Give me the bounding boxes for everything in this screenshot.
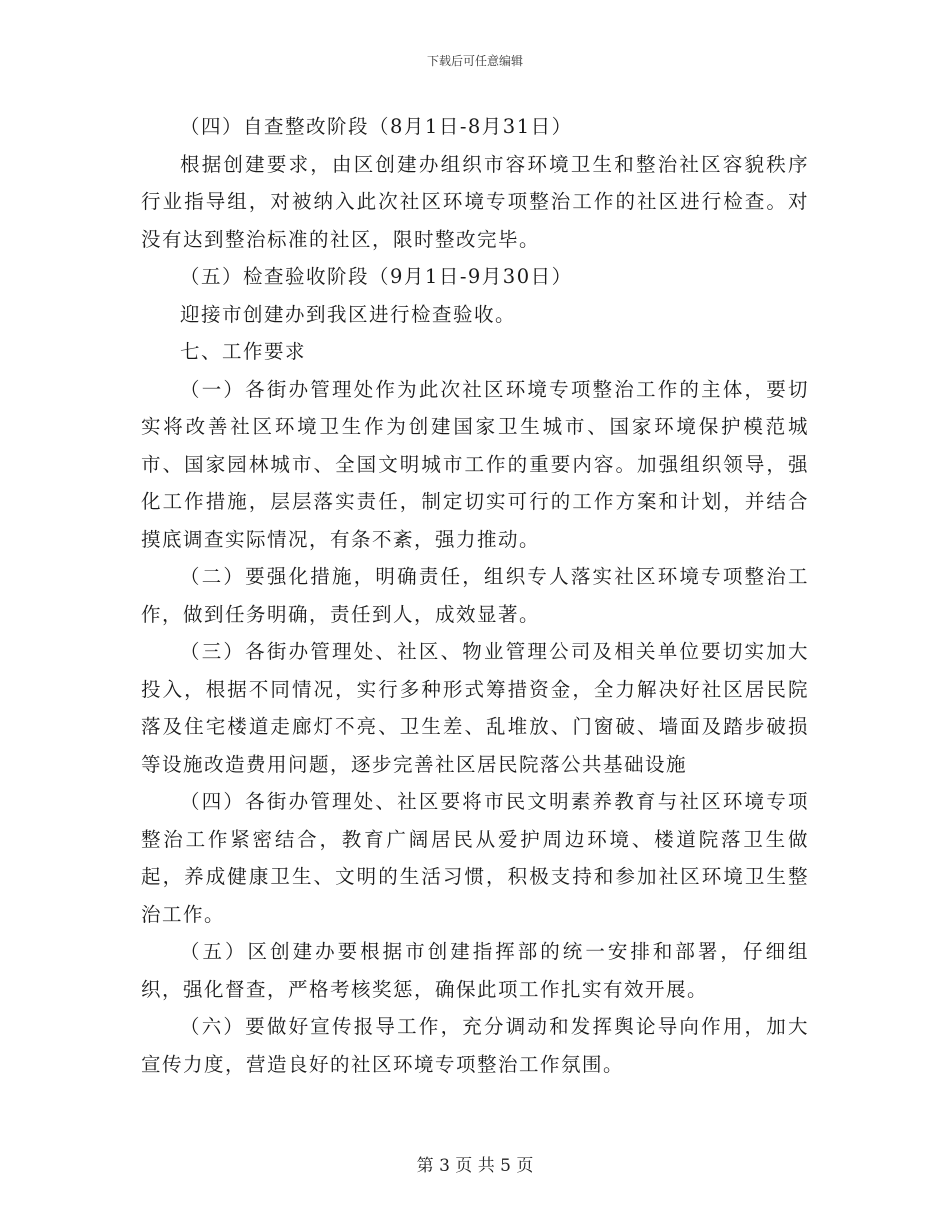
section-heading-work-requirements: 七、工作要求 [180,340,307,363]
paragraph: （四）各街办管理处、社区要将市民文明素养教育与社区环境专项整治工作紧密结合，教育广阔居民从爱护周边环境、楼道院落卫生做起，养成健康卫生、文明的生活习惯，积极支持和参加社区环境卫生整治工作。 [141,790,809,926]
paragraph: （五）区创建办要根据市创建指挥部的统一安排和部署，仔细组织，强化督查，严格考核奖惩，确保此项工作扎实有效开展。 [141,940,809,1001]
paragraph: 迎接市创建办到我区进行检查验收。 [180,302,517,326]
document-body [141,108,809,1083]
paragraph: （三）各街办管理处、社区、物业管理公司及相关单位要切实加大投入，根据不同情况，实行多种形式筹措资金，全力解决好社区居民院落及住宅楼道走廊灯不亮、卫生差、乱堆放、门窗破、墙面及踏步破损等设施改造费用问题，逐步完善社区居民院落公共基础设施 [141,640,809,776]
paragraph: （六）要做好宣传报导工作，充分调动和发挥舆论导向作用，加大宣传力度，营造良好的社区环境专项整治工作氛围。 [141,1015,809,1076]
section-heading-inspection: （五）检查验收阶段（9月1日-9月30日） [180,265,573,288]
paragraph: （一）各街办管理处作为此次社区环境专项整治工作的主体，要切实将改善社区环境卫生作为创建国家卫生城市、国家环境保护模范城市、国家园林城市、全国文明城市工作的重要内容。加强组织领导，强化工作措施，层层落实责任，制定切实可行的工作方案和计划，并结合摸底调查实际情况，有条不紊，强力推动。 [141,377,809,551]
section-heading-self-check: （四）自查整改阶段（8月1日-8月31日） [180,115,573,138]
page-number: 第 3 页 共 5 页 [416,1156,534,1176]
page-header: 下载后可任意编辑 [426,54,523,68]
paragraph: 根据创建要求，由区创建办组织市容环境卫生和整治社区容貌秩序行业指导组，对被纳入此次社区环境专项整治工作的社区进行检查。对没有达到整治标准的社区，限时整改完毕。 [141,152,809,251]
paragraph: （二）要强化措施，明确责任，组织专人落实社区环境专项整治工作，做到任务明确，责任到人，成效显著。 [141,565,809,626]
